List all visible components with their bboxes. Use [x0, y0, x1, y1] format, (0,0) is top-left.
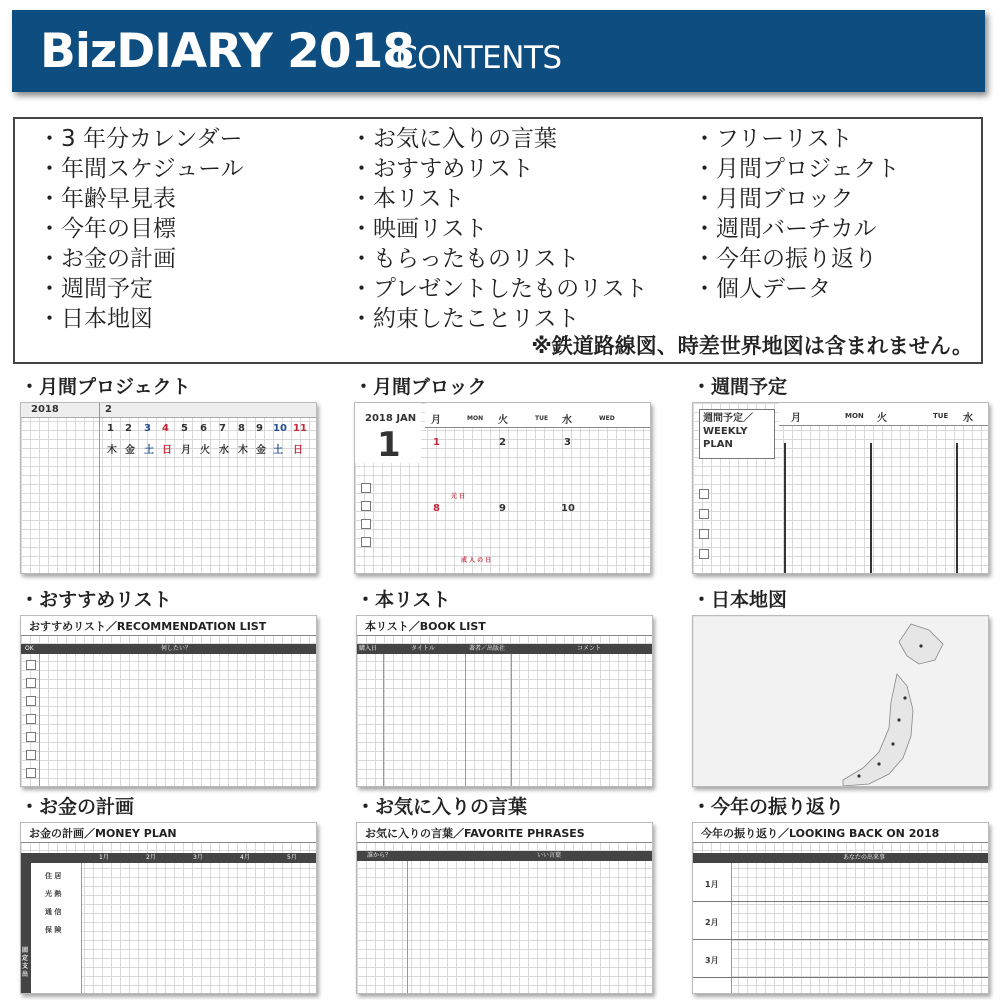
thumb-label: ・お気に入りの言葉 [356, 796, 528, 818]
day-head: 水 [963, 413, 973, 424]
col-from-whom: 誰から？ [367, 852, 392, 859]
list-item: ・日本地図 [38, 306, 153, 332]
checkbox [361, 537, 371, 547]
list-item: ・プレゼントしたものリスト [350, 276, 648, 302]
contents-column-3 [693, 124, 900, 304]
column-bar [21, 644, 316, 654]
column-bar [357, 851, 652, 861]
thumb-label: ・本リスト [356, 589, 451, 611]
weekday: 木 [238, 445, 248, 456]
list-item: ・週間バーチカル [693, 216, 877, 242]
day-number: 11 [293, 423, 307, 434]
weekday: 土 [273, 445, 283, 456]
monthly-block-page [354, 402, 651, 574]
thumb-label: ・月間ブロック [354, 376, 487, 398]
list-item: ・年齢早見表 [38, 186, 176, 212]
day-head: TUE [535, 415, 549, 422]
list-item: ・お気に入りの言葉 [350, 126, 557, 152]
checkbox [26, 750, 36, 760]
page-header: 本リスト／BOOK LIST [357, 616, 652, 636]
col-author: 著者／出版社 [469, 645, 506, 652]
year-month: 2018 JAN [365, 413, 417, 424]
month-label: 3月 [705, 956, 719, 965]
japan-map-page [692, 615, 989, 787]
holiday-label: 成 人 の 日 [461, 557, 492, 564]
day-head: 月 [431, 415, 441, 426]
row-label: 住 居 [45, 872, 62, 880]
year-label: 2018 [31, 404, 59, 415]
list-item: ・3 年分カレンダー [38, 126, 243, 152]
day-number: 9 [256, 423, 263, 434]
list-item: ・月間プロジェクト [693, 156, 900, 182]
diary-title: BizDIARY 2018 [40, 24, 414, 79]
checkbox [361, 519, 371, 529]
col-title: タイトル [411, 645, 435, 652]
list-item: ・週間予定 [38, 276, 153, 302]
list-item: ・映画リスト [350, 216, 488, 242]
month-label: 2月 [705, 918, 719, 927]
day-head: 水 [562, 415, 572, 426]
weekday: 金 [256, 445, 266, 456]
day-head: TUE [933, 412, 949, 420]
date: 10 [561, 503, 575, 514]
col-purchase-date: 購入日 [359, 645, 378, 652]
list-item: ・約束したことリスト [350, 306, 580, 332]
checkbox [26, 696, 36, 706]
recommend-page [20, 615, 317, 787]
date: 1 [433, 437, 440, 448]
weekday: 金 [125, 445, 135, 456]
page-header: お気に入りの言葉／FAVORITE PHRASES [357, 823, 652, 843]
month-bar [21, 853, 316, 863]
col-what: 何したい？ [161, 645, 192, 652]
checkbox [26, 768, 36, 778]
checkbox [26, 714, 36, 724]
day-number: 6 [200, 423, 207, 434]
weekday: 月 [181, 445, 191, 456]
day-number: 5 [181, 423, 188, 434]
weekday: 土 [144, 445, 154, 456]
thumb-label: ・お金の計画 [20, 796, 135, 818]
weekday: 木 [107, 445, 117, 456]
list-item: ・おすすめリスト [350, 156, 534, 182]
checkbox [26, 732, 36, 742]
fixed-expense-label: 固定支出 [22, 947, 29, 978]
checkbox [26, 660, 36, 670]
page-header: お金の計画／MONEY PLAN [21, 823, 316, 843]
day-head: 火 [877, 413, 887, 424]
thumb-label: ・日本地図 [692, 589, 788, 611]
money-plan-page [20, 822, 317, 994]
japan-map-graphic [693, 616, 988, 786]
title-banner [12, 10, 985, 92]
day-number: 10 [273, 423, 287, 434]
col-events: あなたの出来事 [843, 854, 886, 861]
contents-heading: CONTENTS [396, 40, 562, 76]
row-label: 光 熱 [45, 890, 62, 898]
book-list-page [356, 615, 653, 787]
favorite-phrases-page [356, 822, 653, 994]
page-header: おすすめリスト／RECOMMENDATION LIST [21, 616, 316, 636]
checkbox [361, 501, 371, 511]
weekday: 火 [200, 445, 210, 456]
date: 9 [499, 503, 506, 514]
weekday: 水 [219, 445, 229, 456]
list-item: ・フリーリスト [693, 126, 853, 152]
checkbox [699, 549, 709, 559]
weekday: 日 [293, 445, 303, 456]
day-number: 4 [162, 423, 169, 434]
col-good-words: いい言葉 [537, 852, 562, 859]
checkbox [361, 483, 371, 493]
day-head: MON [845, 412, 864, 420]
column-bar [693, 853, 988, 863]
list-item: ・年間スケジュール [38, 156, 244, 182]
monthly-project-page [20, 402, 317, 574]
day-head: 火 [498, 415, 508, 426]
checkbox [699, 509, 709, 519]
list-item: ・月間ブロック [693, 186, 854, 212]
thumb-label: ・週間予定 [692, 376, 788, 398]
list-item: ・お金の計画 [38, 246, 176, 272]
list-item: ・本リスト [350, 186, 465, 212]
list-item: ・もらったものリスト [350, 246, 580, 272]
weekday: 日 [162, 445, 172, 456]
date: 2 [499, 437, 506, 448]
thumb-label: ・月間プロジェクト [20, 376, 191, 398]
month-head: 1月 [99, 854, 109, 861]
looking-back-page [692, 822, 989, 994]
col-ok: OK [25, 645, 34, 652]
date: 3 [564, 437, 571, 448]
checkbox [699, 489, 709, 499]
day-head: WED [599, 415, 615, 422]
thumb-label: ・おすすめリスト [20, 589, 172, 611]
contents-box [13, 117, 983, 364]
weekly-page [692, 402, 989, 574]
row-label: 通 信 [45, 908, 62, 916]
month-head: 3月 [193, 854, 203, 861]
row-label: 保 険 [45, 926, 62, 934]
month-head: 5月 [287, 854, 297, 861]
day-number: 2 [125, 423, 132, 434]
month-label: 1月 [705, 880, 719, 889]
contents-column-2 [350, 124, 648, 334]
column-bar [357, 644, 652, 654]
day-number: 3 [144, 423, 151, 434]
big-month-number: 1 [377, 425, 401, 465]
list-item: ・今年の振り返り [693, 246, 877, 272]
month-label: 2 [105, 404, 112, 415]
day-number: 7 [219, 423, 226, 434]
checkbox [26, 678, 36, 688]
col-comment: コメント [577, 645, 602, 652]
month-head: 2月 [146, 854, 156, 861]
thumb-label: ・今年の振り返り [692, 796, 845, 818]
day-head: MON [467, 415, 484, 422]
day-number: 8 [238, 423, 245, 434]
page-header: 今年の振り返り／LOOKING BACK ON 2018 [693, 823, 988, 843]
checkbox [699, 529, 709, 539]
weekly-title: 週間予定／WEEKLY PLAN [703, 413, 753, 450]
day-head: 月 [791, 413, 801, 424]
month-head: 4月 [240, 854, 250, 861]
list-item: ・個人データ [693, 276, 831, 302]
holiday-label: 元 日 [451, 493, 466, 500]
exclusion-note: ※鉄道路線図、時差世界地図は含まれません。 [531, 334, 973, 358]
date: 8 [433, 503, 440, 514]
day-number: 1 [107, 423, 114, 434]
contents-column-1 [38, 124, 244, 334]
list-item: ・今年の目標 [38, 216, 176, 242]
